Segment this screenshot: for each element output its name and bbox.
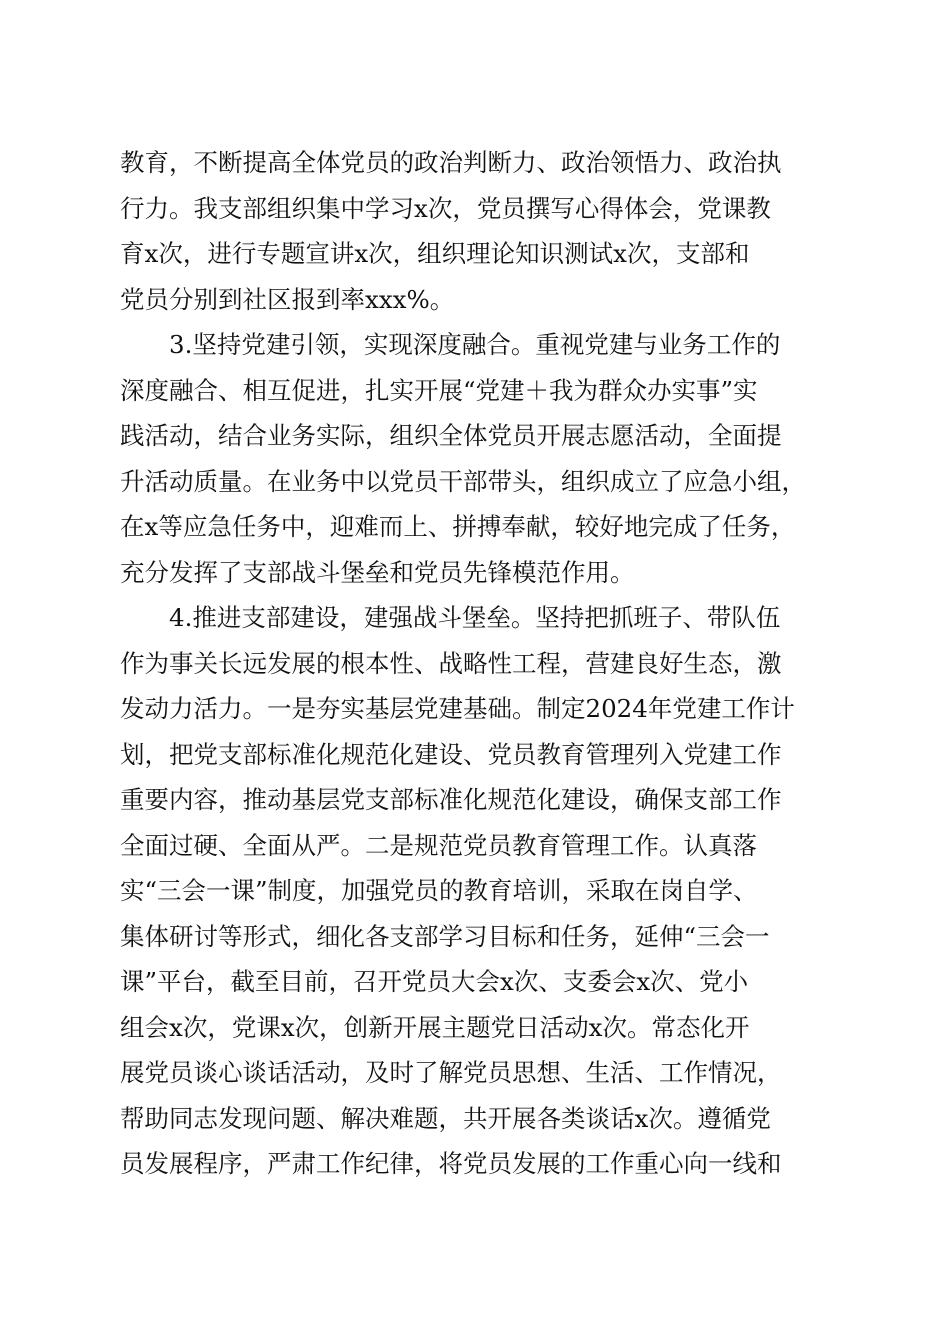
paragraph-education-summary: 教育，不断提高全体党员的政治判断力、政治领悟力、政治执 行力。我支部组织集中学习x次，党员撰写心得体会，党课教 育x次，进行专题宣讲x次，组织理论知识测试x次，支部和 党员分别到社区报到率xxx%。 — [120, 148, 782, 314]
document-body — [120, 140, 830, 1187]
paragraph-branch-construction: 4.推进支部建设，建强战斗堡垒。坚持把抓班子、带队伍 作为事关长远发展的根本性、战略性工程，营建良好生态，激 发动力活力。一是夯实基层党建基础。制定2024年党建工作计 划，把党支部标准化规范化建设、党员教育管理列入党建工作 重要内容，推动基层党支部标准化规范化建设，确保支部工作 全面过硬、全面从严。二是规范党员教育管理工作。认真落 实“三会一课”制度，加强党员的教育培训，采取在岗自学、 集体研讨等形式，细化各支部学习目标和任务，延伸“三会一 课”平台，截至目前，召开党员大会x次、支委会x次、党小 组会x次，党课x次，创新开展主题党日活动x次。常态化开 展党员谈心谈话活动，及时了解党员思想、生活、工作情况， 帮助同志发现问题、解决难题，共开展各类谈话x次。遵循党 员发展程序，严肃工作纪律，将党员发展的工作重心向一线和 — [120, 603, 795, 1178]
paragraph-party-building-integration: 3.坚持党建引领，实现深度融合。重视党建与业务工作的 深度融合、相互促进，扎实开展“党建＋我为群众办实事”实 践活动，结合业务实际，组织全体党员开展志愿活动，全面提 升活动质量。在业务中以党员干部带头，组织成立了应急小组， 在x等应急任务中，迎难而上、拼搏奉献，较好地完成了任务， 充分发挥了支部战斗堡垒和党员先锋模范作用。 — [120, 330, 806, 587]
